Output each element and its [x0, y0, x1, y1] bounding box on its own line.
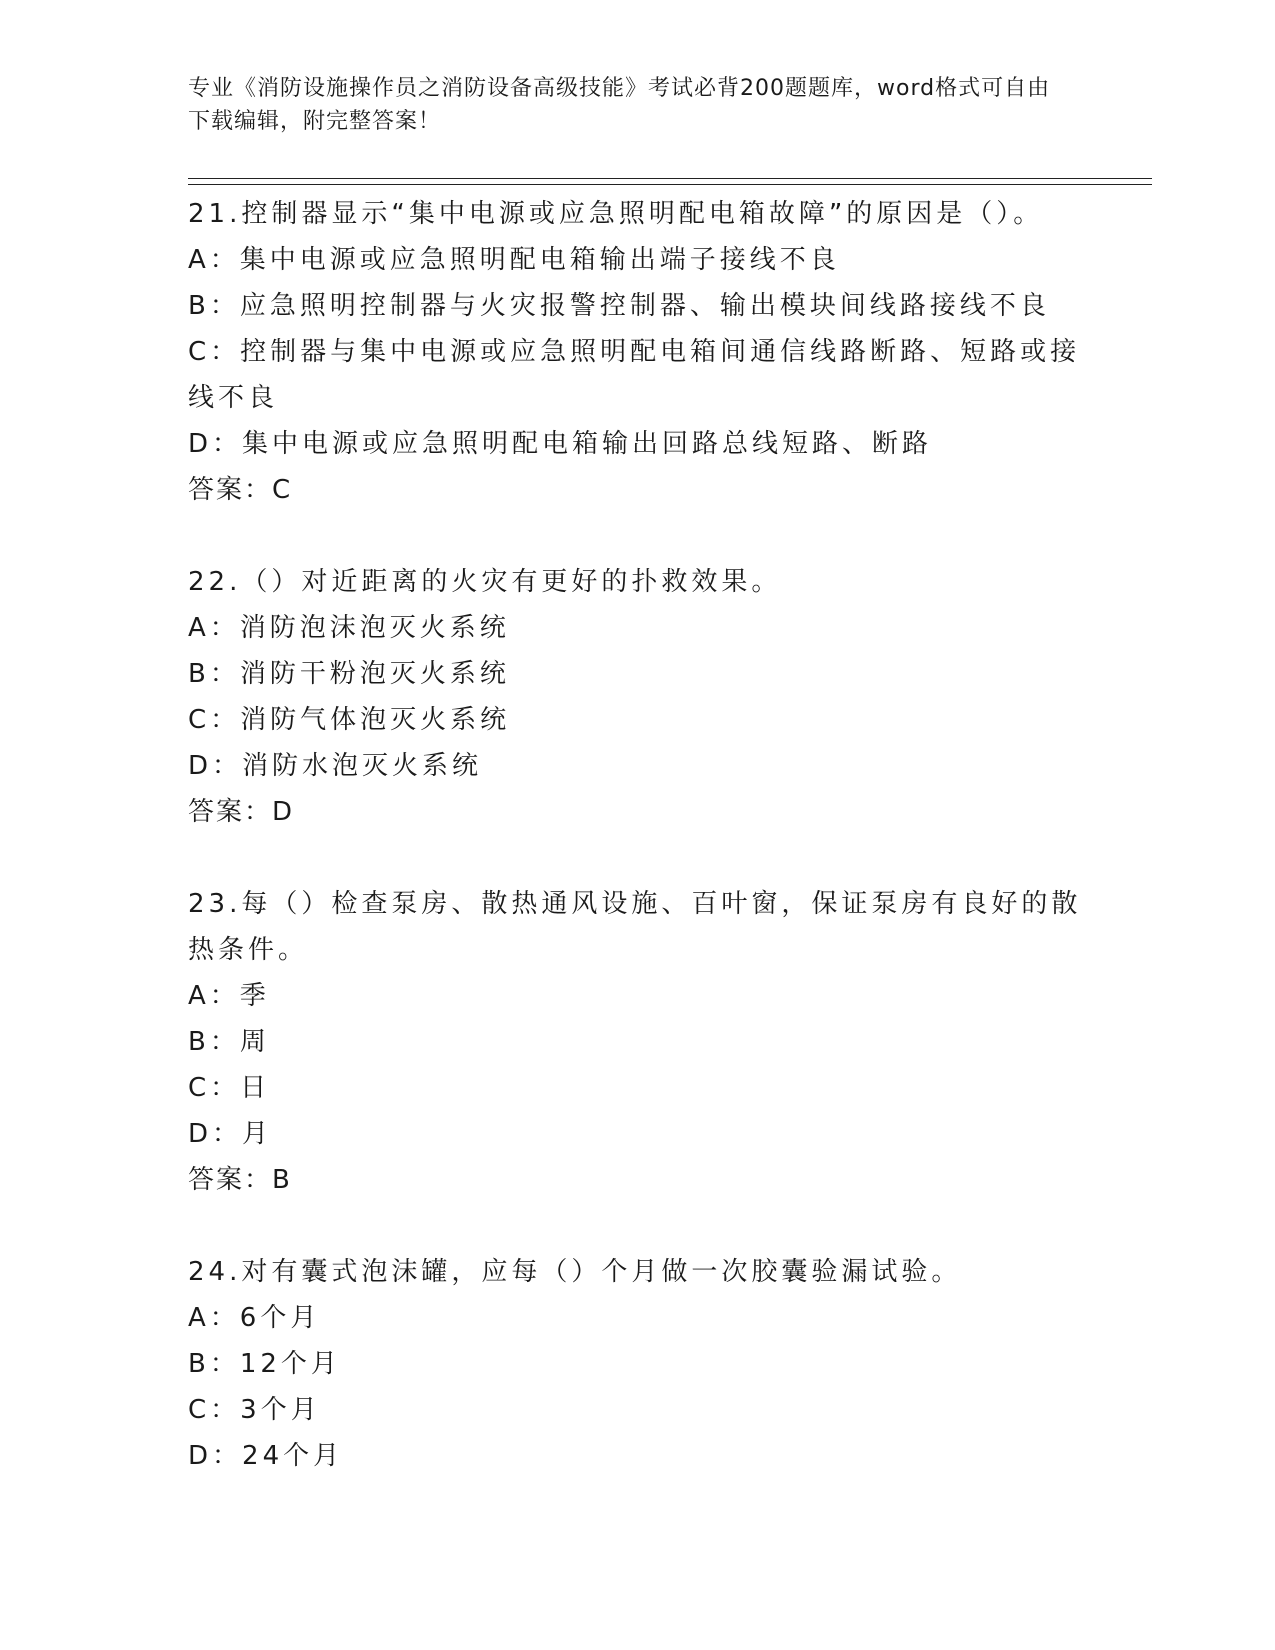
option-b: B：周 — [188, 1027, 270, 1057]
option-a: A：季 — [188, 981, 270, 1011]
option-c: C：控制器与集中电源或应急照明配电箱间通信线路断路、短路或接线不良 — [188, 337, 1081, 413]
option-d: D：月 — [188, 1119, 273, 1149]
question-23 — [188, 881, 1088, 1203]
question-stem: 23.每（）检查泵房、散热通风设施、百叶窗，保证泵房有良好的散热条件。 — [188, 889, 1082, 965]
question-stem: 24.对有囊式泡沫罐，应每（）个月做一次胶囊验漏试验。 — [188, 1257, 962, 1287]
header-double-rule — [188, 178, 1152, 185]
option-c: C：3个月 — [188, 1395, 321, 1425]
answer: 答案：C — [188, 475, 293, 505]
option-a: A：6个月 — [188, 1303, 321, 1333]
answer: 答案：B — [188, 1165, 292, 1195]
option-d: D：集中电源或应急照明配电箱输出回路总线短路、断路 — [188, 429, 933, 459]
option-c: C：日 — [188, 1073, 271, 1103]
question-24 — [188, 1249, 1088, 1479]
question-list — [188, 191, 1088, 1525]
question-22 — [188, 559, 1088, 835]
option-b: B：应急照明控制器与火灾报警控制器、输出模块间线路接线不良 — [188, 291, 1050, 321]
option-c: C：消防气体泡灭火系统 — [188, 705, 511, 735]
question-stem: 21.控制器显示“集中电源或应急照明配电箱故障”的原因是（）。 — [188, 199, 1044, 229]
question-21 — [188, 191, 1088, 513]
option-d: D：消防水泡灭火系统 — [188, 751, 483, 781]
option-a: A：集中电源或应急照明配电箱输出端子接线不良 — [188, 245, 840, 275]
option-d: D：24个月 — [188, 1441, 344, 1471]
option-a: A：消防泡沫泡灭火系统 — [188, 613, 510, 643]
option-b: B：12个月 — [188, 1349, 341, 1379]
document-header: 专业《消防设施操作员之消防设备高级技能》考试必背200题题库，word格式可自由下载编辑，附完整答案！ — [188, 76, 1051, 134]
answer: 答案：D — [188, 797, 295, 827]
option-b: B：消防干粉泡灭火系统 — [188, 659, 510, 689]
question-stem: 22.（）对近距离的火灾有更好的扑救效果。 — [188, 567, 782, 597]
